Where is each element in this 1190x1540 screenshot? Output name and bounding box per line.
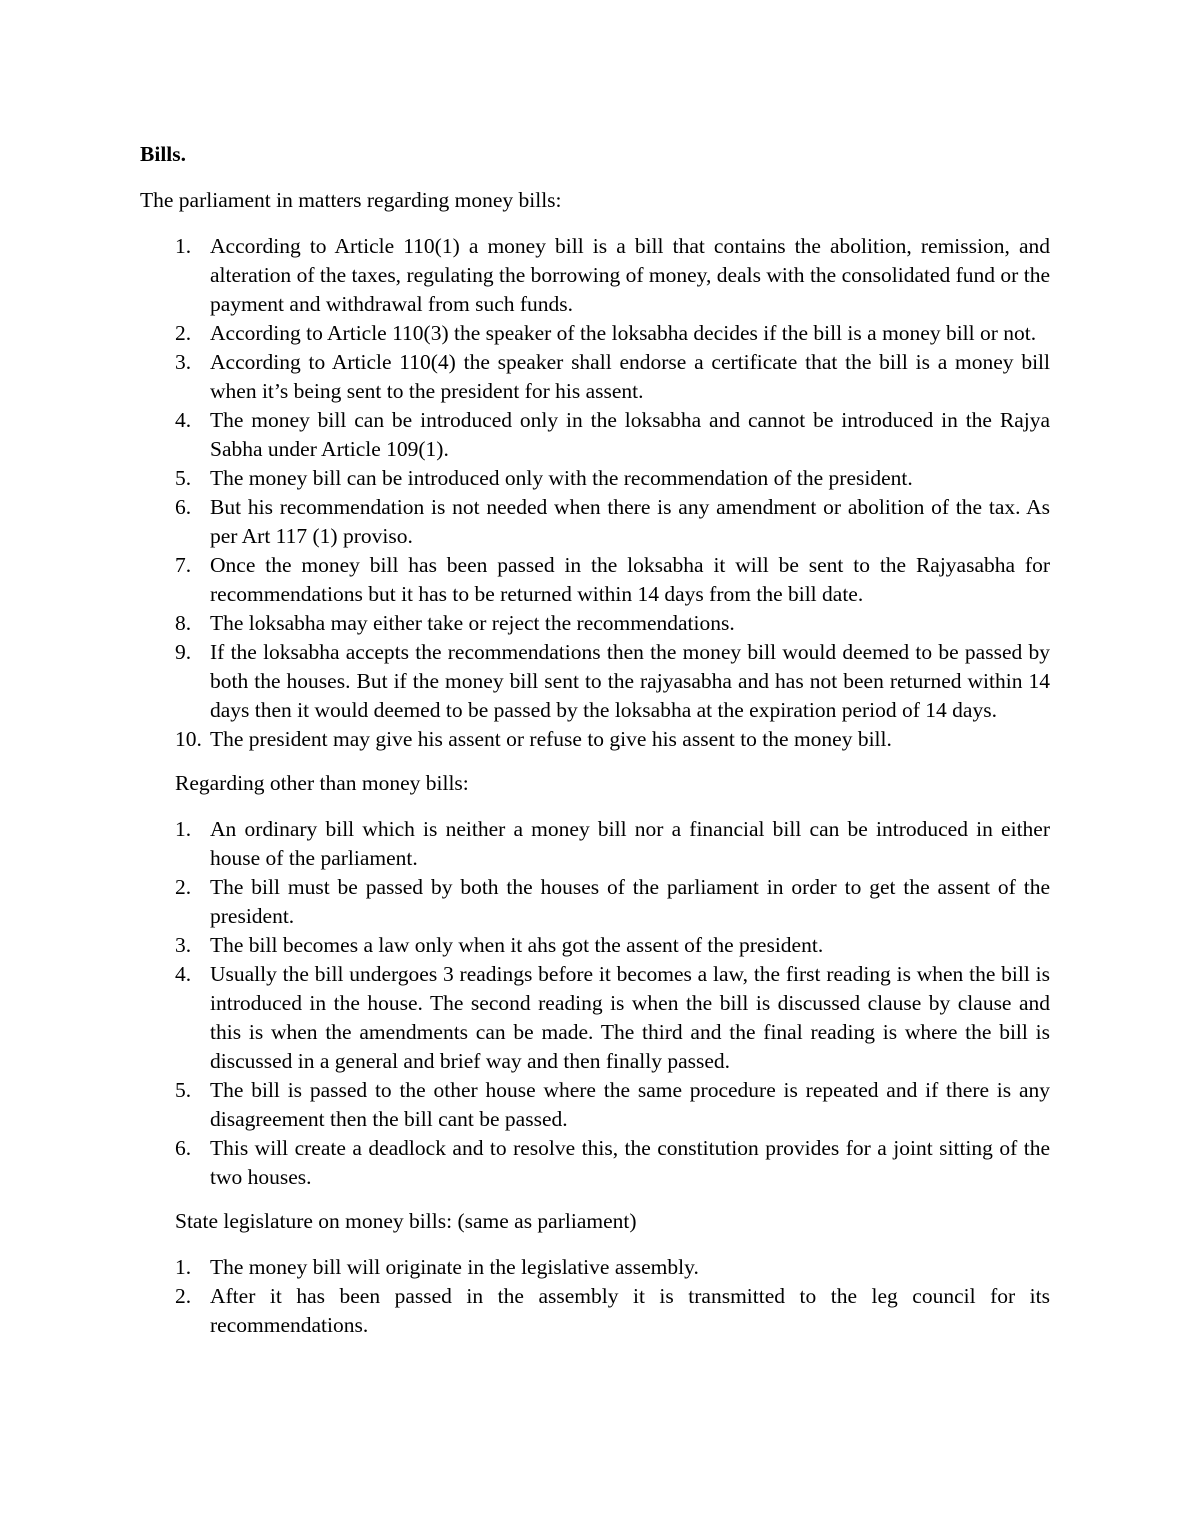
list-item-text: Once the money bill has been passed in the loksabha it will be sent to the Rajyasabha for recommendations but it has to be returned within 14 days from the bill date. — [210, 553, 1050, 606]
list-item-number: 3. — [175, 933, 192, 957]
list-item-text: According to Article 110(3) the speaker of the loksabha decides if the bill is a money bill or not. — [210, 321, 1037, 345]
other-bills-heading: Regarding other than money bills: — [175, 771, 469, 795]
list-item — [140, 815, 1050, 873]
list-item-number: 8. — [175, 611, 192, 635]
list-item-number: 5. — [175, 466, 192, 490]
list-item — [140, 960, 1050, 1076]
state-bills-list — [140, 1253, 1050, 1340]
list-item — [140, 609, 1050, 638]
list-item — [140, 232, 1050, 319]
list-item-number: 1. — [175, 1255, 192, 1279]
list-item-text: But his recommendation is not needed when there is any amendment or abolition of the tax. As per Art 117 (1) proviso. — [210, 495, 1050, 548]
list-item-number: 2. — [175, 1284, 192, 1308]
list-item-text: The bill becomes a law only when it ahs got the assent of the president. — [210, 933, 824, 957]
list-item-number: 4. — [175, 962, 192, 986]
list-item — [140, 551, 1050, 609]
list-item — [140, 873, 1050, 931]
list-item — [140, 1134, 1050, 1192]
list-item — [140, 931, 1050, 960]
list-item-number: 1. — [175, 817, 192, 841]
list-item — [140, 1076, 1050, 1134]
intro-paragraph: The parliament in matters regarding money bills: — [140, 188, 562, 212]
list-item-text: According to Article 110(4) the speaker shall endorse a certificate that the bill is a money bill when it’s being sent to the president for his assent. — [210, 350, 1050, 403]
list-item-number: 5. — [175, 1078, 192, 1102]
list-item-number: 10. — [175, 727, 202, 751]
list-item-text: After it has been passed in the assembly it is transmitted to the leg council for its recommendations. — [210, 1284, 1050, 1337]
document-page — [140, 140, 1050, 1355]
list-item-text: The president may give his assent or refuse to give his assent to the money bill. — [210, 727, 892, 751]
list-item-text: An ordinary bill which is neither a money bill nor a financial bill can be introduced in either house of the parliament. — [210, 817, 1050, 870]
list-item — [140, 1282, 1050, 1340]
list-item-number: 7. — [175, 553, 192, 577]
list-item-number: 2. — [175, 875, 192, 899]
list-item — [140, 464, 1050, 493]
list-item-number: 4. — [175, 408, 192, 432]
state-bills-heading: State legislature on money bills: (same as parliament) — [175, 1209, 637, 1233]
list-item-number: 6. — [175, 495, 192, 519]
list-item-text: According to Article 110(1) a money bill is a bill that contains the abolition, remission, and alteration of the taxes, regulating the borrowing of money, deals with the consolidated fund or the payment and withdrawal from such funds. — [210, 234, 1050, 316]
list-item — [140, 1253, 1050, 1282]
list-item-number: 3. — [175, 350, 192, 374]
other-bills-list — [140, 815, 1050, 1192]
list-item — [140, 319, 1050, 348]
list-item-text: The money bill can be introduced only with the recommendation of the president. — [210, 466, 913, 490]
list-item-text: The bill must be passed by both the houses of the parliament in order to get the assent of the president. — [210, 875, 1050, 928]
list-item-text: The money bill can be introduced only in the loksabha and cannot be introduced in the Rajya Sabha under Article 109(1). — [210, 408, 1050, 461]
list-item — [140, 406, 1050, 464]
list-item — [140, 638, 1050, 725]
list-item-text: The money bill will originate in the legislative assembly. — [210, 1255, 699, 1279]
list-item-text: The loksabha may either take or reject the recommendations. — [210, 611, 735, 635]
list-item-text: This will create a deadlock and to resolve this, the constitution provides for a joint sitting of the two houses. — [210, 1136, 1050, 1189]
money-bills-list — [140, 232, 1050, 754]
list-item-number: 6. — [175, 1136, 192, 1160]
list-item — [140, 725, 1050, 754]
list-item — [140, 348, 1050, 406]
list-item-text: The bill is passed to the other house where the same procedure is repeated and if there is any disagreement then the bill cant be passed. — [210, 1078, 1050, 1131]
list-item-number: 9. — [175, 640, 192, 664]
list-item-text: Usually the bill undergoes 3 readings before it becomes a law, the first reading is when the bill is introduced in the house. The second reading is when the bill is discussed clause by clause and this is when the amendments can be made. The third and the final reading is where the bill is discussed in a general and brief way and then finally passed. — [210, 962, 1050, 1073]
list-item-number: 1. — [175, 234, 192, 258]
list-item-text: If the loksabha accepts the recommendations then the money bill would deemed to be passed by both the houses. But if the money bill sent to the rajyasabha and has not been returned within 14 days then it would deemed to be passed by the loksabha at the expiration period of 14 days. — [210, 640, 1050, 722]
document-heading: Bills. — [140, 142, 187, 166]
list-item — [140, 493, 1050, 551]
list-item-number: 2. — [175, 321, 192, 345]
